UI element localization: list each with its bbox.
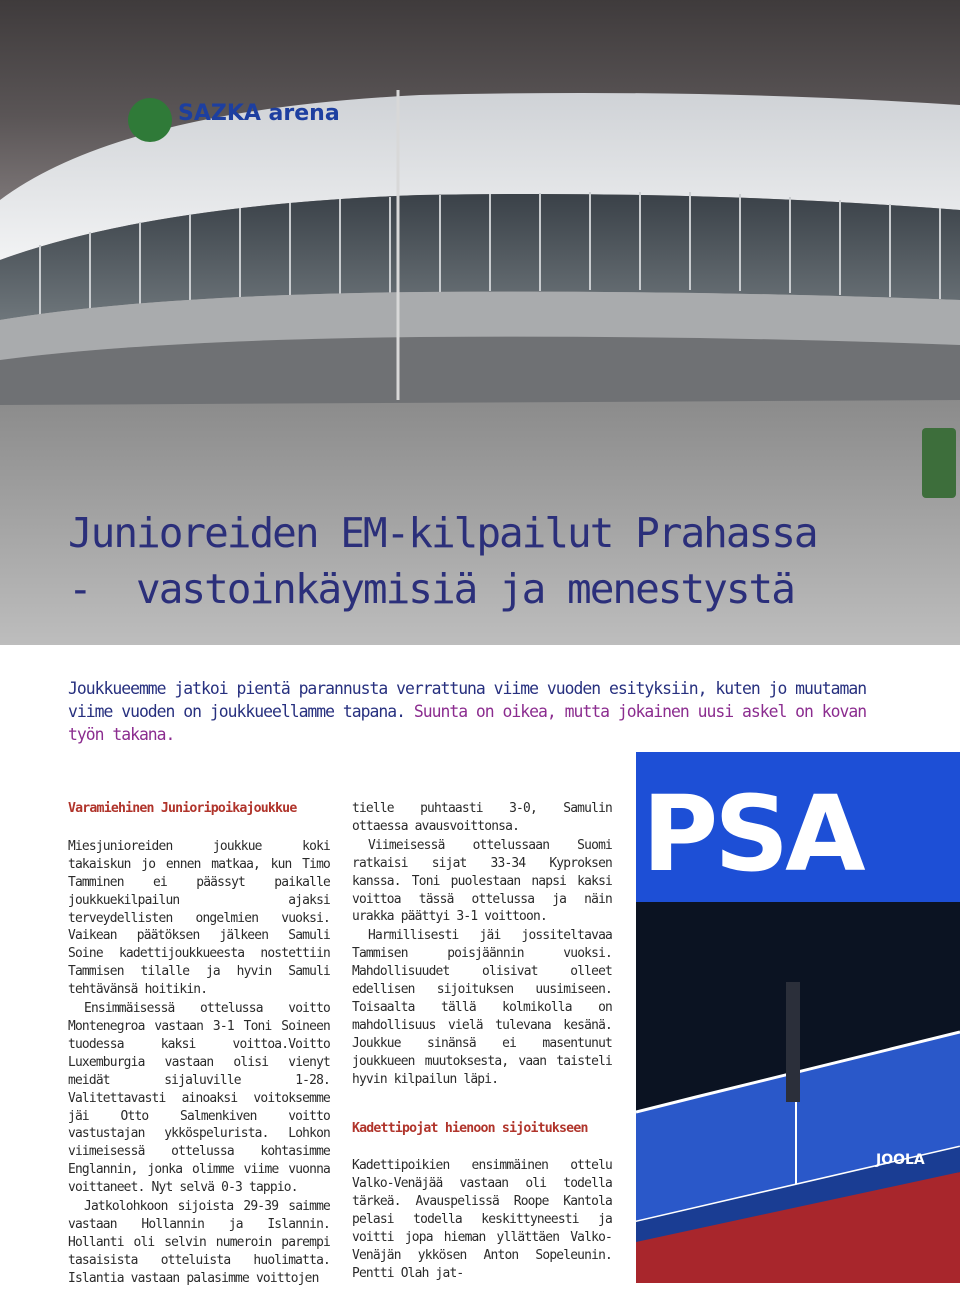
lead-part-2: Suunta on oikea, mutta jokainen uusi askel on kovan työn takana.	[68, 702, 867, 744]
col1-paragraph: Jatkolohkoon sijoista 29-39 saimme vastaan Hollannin ja Islannin. Hollanti oli selvin numeroin parempi tasaisista otteluista huolimatta. Islantia vastaan palasimme voittojen	[68, 1199, 330, 1286]
green-bin	[922, 428, 956, 498]
col2-paragraph: Viimeisessä ottelussaan Suomi ratkaisi sijat 33-34 Kyproksen kanssa. Toni puolestaan napsi kaksi voittoa tässä ottelussa ja näin urakka päättyi 3-1 voittoon.	[352, 837, 612, 925]
col1-paragraph: Miesjunioreiden joukkue koki takaiskun jo ennen matkaa, kun Timo Tamminen ei päässyt paikalle joukkuekilpailun ajaksi terveydellisten ongelmien vuoksi. Vaikean päätöksen jälkeen Samuli Soine kadettijoukkueesta nostettiin Tammisen tilalle ja hyvin Samuli tehtävänsä hoitikin.	[68, 838, 330, 998]
col1-paragraph: Ensimmäisessä ottelussa voitto Montenegroa vastaan 3-1 Toni Soineen tuodessa kaksi voittoa.Voitto Luxemburgia vastaan olisi vienyt meidät sijaluville 1-28. Valitettavasti ainoaksi voitoksemme jäi Otto Salmenkiven voitto vastustajan ykköspelurista. Lohkon viimeisessä ottelussa kohtasimme Englannin, jonka olimme viime vuonna voittaneet. Nyt selvä 0-3 tappio.	[68, 1001, 330, 1196]
sign-text: SAZKA arena	[178, 101, 340, 126]
title-line-1: Junioreiden EM-kilpailut Prahassa	[68, 509, 817, 557]
title-line-2: - vastoinkäymisiä ja menestystä	[68, 565, 794, 613]
article-column-1	[68, 800, 330, 1289]
table-tennis-illustration	[636, 752, 960, 1283]
section-heading-junior-boys: Varamiehinen Junioripoikajoukkue	[68, 801, 297, 816]
banner-text: PSA	[642, 773, 862, 895]
col2-paragraph: Harmillisesti jäi jossiteltavaa Tammisen poisjäännin vuoksi. Mahdollisuudet olisivat olleet edellisen sijoituksen uusimiseen. Toisaalta tällä kolmikolla on mahdollisuus vielä tulevana kesänä. Joukkue sinänsä ei masentunut joukkueen muutoksesta, vaan taisteli hyvin kilpailun läpi.	[352, 928, 612, 1087]
table-net	[786, 982, 800, 1102]
article-column-2	[352, 800, 612, 1284]
article-title	[68, 505, 817, 617]
section-heading-cadet-boys: Kadettipojat hienoon sijoitukseen	[352, 1120, 588, 1136]
lead-part-1: Joukkueemme jatkoi pientä parannusta verrattuna viime vuoden esityksiin, kuten jo muutaman viime vuoden on joukkueellamme tapana.	[68, 679, 867, 721]
table-brand-text: JOOLA	[876, 1152, 925, 1168]
lead-paragraph	[68, 677, 888, 746]
col2-paragraph: Kadettipoikien ensimmäinen ottelu Valko-Venäjää vastaan oli todella tärkeä. Avauspelissä Roope Kantola pelasi todella keskittyneesti ja voitti jopa hieman yllättäen Valko-Venäjän ykkösen Anton Sopeleunin. Pentti Olah jat-	[352, 1158, 612, 1281]
arena-entrance-level	[0, 337, 960, 405]
table-tennis-photo	[636, 752, 960, 1283]
col2-paragraph: tielle puhtaasti 3-0, Samulin ottaessa avausvoittonsa.	[352, 801, 612, 834]
